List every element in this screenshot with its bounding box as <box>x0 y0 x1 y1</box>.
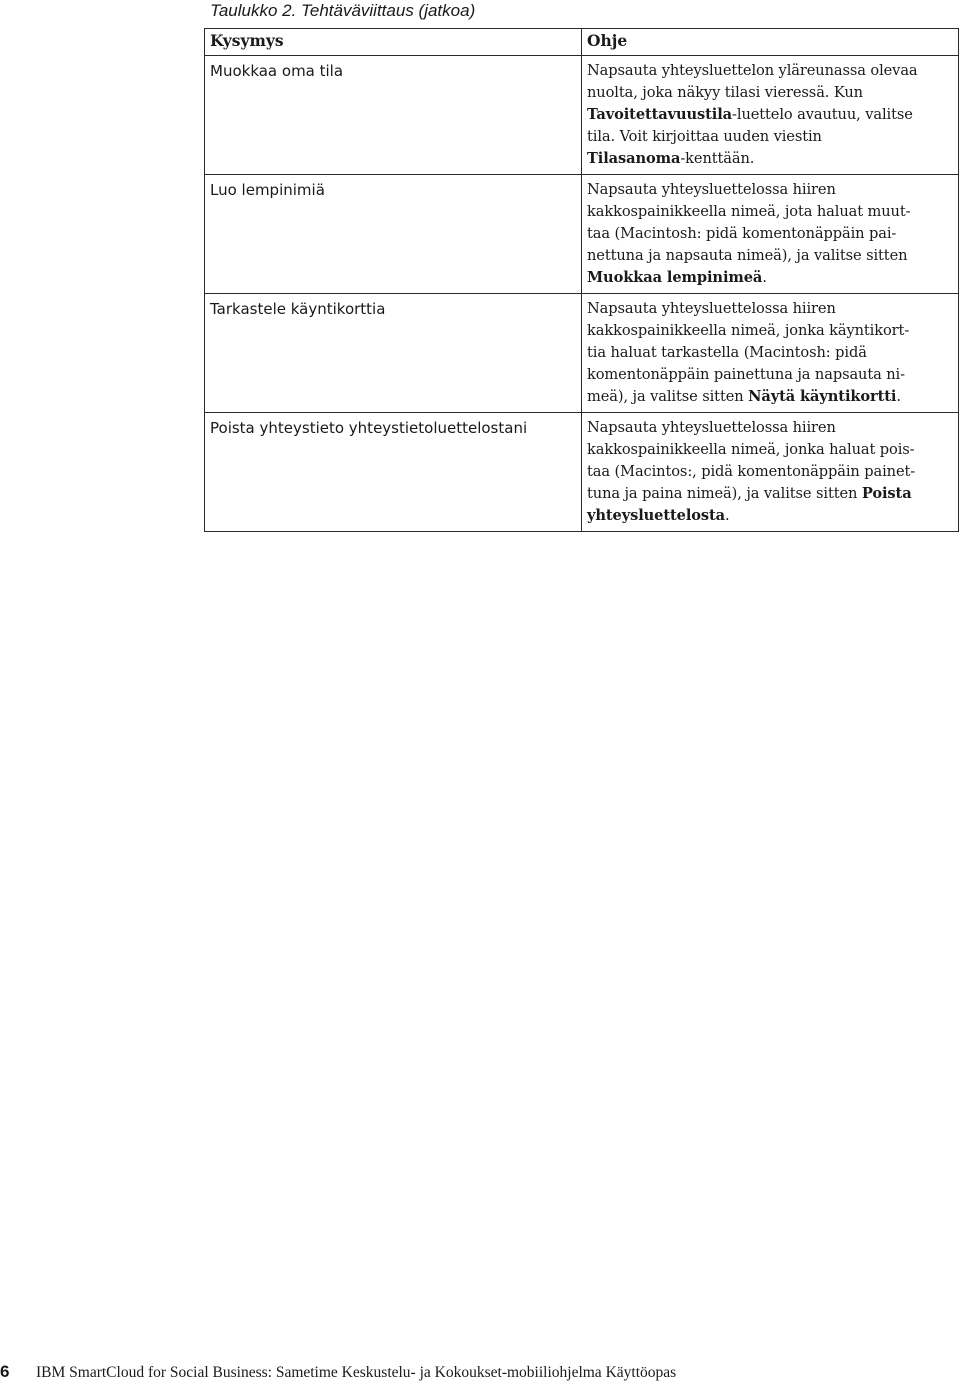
instruction-text: taa (Macintos:, pidä komentonäppäin painet- <box>587 463 916 480</box>
page-number: 6 <box>0 1362 10 1381</box>
instruction-text: . <box>725 507 730 524</box>
instruction-text: Napsauta yhteysluettelossa hiiren <box>587 181 836 198</box>
task-reference-table <box>204 28 959 532</box>
instruction-line <box>587 148 952 170</box>
table-row <box>205 294 959 413</box>
instruction-line <box>587 223 952 245</box>
instruction-text: Napsauta yhteysluettelossa hiiren <box>587 300 836 317</box>
ui-term: Poista <box>861 485 912 502</box>
instruction-line <box>587 320 952 342</box>
instruction-text: tila. Voit kirjoittaa uuden viestin <box>587 128 822 145</box>
column-header-question: Kysymys <box>205 29 582 56</box>
table-row <box>205 175 959 294</box>
instruction-text: tuna ja paina nimeä), ja valitse sitten <box>587 485 862 502</box>
instruction-line <box>587 245 952 267</box>
table-row <box>205 413 959 532</box>
task-question: Poista yhteystieto yhteystietoluettelostani <box>205 413 582 532</box>
instruction-line <box>587 298 952 320</box>
instruction-line <box>587 126 952 148</box>
instruction-text: . <box>896 388 901 405</box>
task-question: Tarkastele käyntikorttia <box>205 294 582 413</box>
table-caption: Taulukko 2. Tehtäväviittaus (jatkoa) <box>210 1 476 20</box>
instruction-text: taa (Macintosh: pidä komentonäppäin pai- <box>587 225 897 242</box>
instruction-text: meä), ja valitse sitten <box>587 388 749 405</box>
column-header-answer: Ohje <box>582 29 959 56</box>
instruction-text: nettuna ja napsauta nimeä), ja valitse sitten <box>587 247 908 264</box>
instruction-text: Napsauta yhteysluettelon yläreunassa olevaa <box>587 62 918 79</box>
ui-term: Tilasanoma <box>587 150 681 167</box>
instruction-line <box>587 342 952 364</box>
instruction-line <box>587 483 952 505</box>
instruction-text: tia haluat tarkastella (Macintosh: pidä <box>587 344 867 361</box>
ui-term: Näytä käyntikortti <box>748 388 897 405</box>
instruction-text: -luettelo avautuu, valitse <box>732 106 913 123</box>
instruction-text: kakkospainikkeella nimeä, jonka käyntikort- <box>587 322 910 339</box>
task-instructions <box>582 56 959 175</box>
task-instructions <box>582 294 959 413</box>
instruction-line <box>587 179 952 201</box>
instruction-line <box>587 461 952 483</box>
task-instructions <box>582 413 959 532</box>
book-title: IBM SmartCloud for Social Business: Sametime Keskustelu- ja Kokoukset-mobiiliohjelma Käyttöopas <box>36 1364 677 1381</box>
instruction-text: . <box>762 269 767 286</box>
instruction-line <box>587 82 952 104</box>
task-instructions <box>582 175 959 294</box>
ui-term: yhteysluettelosta <box>587 507 726 524</box>
ui-term: Tavoitettavuustila <box>587 106 733 123</box>
instruction-line <box>587 386 952 408</box>
instruction-text: Napsauta yhteysluettelossa hiiren <box>587 419 836 436</box>
table-row <box>205 56 959 175</box>
instruction-line <box>587 104 952 126</box>
task-question: Luo lempinimiä <box>205 175 582 294</box>
instruction-text: kakkospainikkeella nimeä, jota haluat muut- <box>587 203 911 220</box>
instruction-line <box>587 417 952 439</box>
instruction-line <box>587 505 952 527</box>
instruction-text: kakkospainikkeella nimeä, jonka haluat pois- <box>587 441 915 458</box>
ui-term: Muokkaa lempinimeä <box>587 269 763 286</box>
instruction-line <box>587 201 952 223</box>
instruction-text: -kenttään. <box>680 150 755 167</box>
task-question: Muokkaa oma tila <box>205 56 582 175</box>
instruction-line <box>587 439 952 461</box>
instruction-line <box>587 364 952 386</box>
instruction-line <box>587 60 952 82</box>
instruction-text: komentonäppäin painettuna ja napsauta ni- <box>587 366 905 383</box>
instruction-text: nuolta, joka näkyy tilasi vieressä. Kun <box>587 84 863 101</box>
table-header-row <box>205 29 959 56</box>
instruction-line <box>587 267 952 289</box>
